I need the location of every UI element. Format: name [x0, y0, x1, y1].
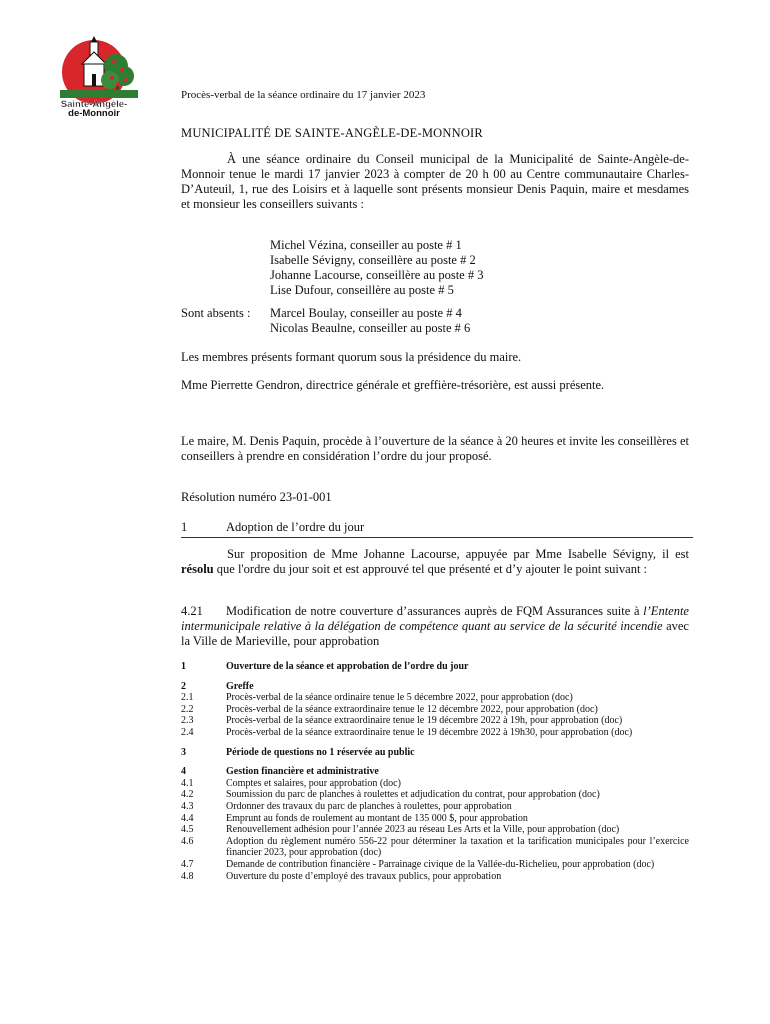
- agenda-item: 4.4 Emprunt au fonds de roulement au montant de 135 000 $, pour approbation: [181, 812, 528, 824]
- present-member: Johanne Lacourse, conseillère au poste # 3: [270, 268, 484, 282]
- absent-member: Marcel Boulay, conseiller au poste # 4: [270, 306, 462, 320]
- page-header: Procès-verbal de la séance ordinaire du 17 janvier 2023: [181, 89, 426, 101]
- dg-statement: Mme Pierrette Gendron, directrice générale et greffière-trésorière, est aussi présente.: [181, 378, 605, 392]
- added-point-italic: l’Entente intermunicipale relative à la délégation de compétence quant au service de la sécurité incendie: [181, 604, 689, 633]
- added-point: [181, 604, 689, 649]
- absent-label: Sont absents :: [181, 306, 251, 320]
- agenda-item: 2.1 Procès-verbal de la séance ordinaire tenue le 5 décembre 2022, pour approbation (doc): [181, 692, 573, 704]
- agenda-item: 4.1 Comptes et salaires, pour approbation (doc): [181, 777, 401, 789]
- agenda-item: 4.7 Demande de contribution financière - Parrainage civique de la Vallée-du-Richelieu, pour approbation (doc): [181, 858, 655, 870]
- logo-line2: de-Monnoir: [68, 108, 120, 118]
- agenda-item: 2 Greffe: [181, 680, 254, 692]
- agenda-item: 4.5 Renouvellement adhésion pour l’année 2023 au réseau Les Arts et la Ville, pour approbation (doc): [181, 824, 620, 836]
- agenda-item: 4 Gestion financière et administrative: [181, 766, 379, 778]
- quorum-statement: Les membres présents formant quorum sous la présidence du maire.: [181, 350, 522, 364]
- agenda-item: 3 Période de questions no 1 réservée au public: [181, 746, 415, 758]
- added-point-text-b: avec la Ville de Marieville, pour approbation: [181, 619, 689, 648]
- resolution-item-title: Adoption de l’ordre du jour: [226, 520, 365, 534]
- agenda-item: 4.3 Ordonner des travaux du parc de planches à roulettes, pour approbation: [181, 800, 512, 812]
- present-member: Isabelle Sévigny, conseillère au poste # 2: [270, 253, 476, 267]
- present-list: [270, 238, 483, 298]
- absent-list: [270, 306, 470, 336]
- absent-member: Nicolas Beaulne, conseiller au poste # 6: [270, 321, 471, 335]
- added-point-number: 4.21: [181, 604, 203, 618]
- agenda-item: 4.6 Adoption du règlement numéro 556-22 pour déterminer la taxation et la tarification municipales pour l’exercice financier 2023, pour approbation (doc): [181, 835, 689, 859]
- agenda-item: 1 Ouverture de la séance et approbation de l’ordre du jour: [181, 661, 469, 672]
- intro-paragraph: À une séance ordinaire du Conseil municipal de la Municipalité de Sainte-Angèle-de-Monnoir tenue le mardi 17 janvier 2023 à compter de 20 h 00 au Centre communautaire Charles-D’Auteuil, 1, rue des Loisirs et à laquelle sont présents monsieur Denis Paquin, maire et mesdames et monsieur les conseillers suivants :: [181, 152, 689, 211]
- added-point-text-a: Modification de notre couverture d’assurances auprès de FQM Assurances suite à: [226, 604, 644, 618]
- resolution-item-number: 1: [181, 520, 188, 534]
- agenda-item: 2.4 Procès-verbal de la séance extraordinaire tenue le 19 décembre 2022 à 19h30, pour approbation (doc): [181, 726, 633, 738]
- opening-statement: Le maire, M. Denis Paquin, procède à l’ouverture de la séance à 20 heures et invite les conseillères et conseillers à prendre en considération l’ordre du jour proposé.: [181, 434, 689, 463]
- document-title: MUNICIPALITÉ DE SAINTE-ANGÈLE-DE-MONNOIR: [181, 126, 483, 140]
- agenda-item: 4.2 Soumission du parc de planches à roulettes et adjudication du contrat, pour approbation (doc): [181, 789, 600, 801]
- agenda-item: 2.3 Procès-verbal de la séance extraordinaire tenue le 19 décembre 2022 à 19h, pour approbation (doc): [181, 715, 623, 727]
- municipality-logo: [54, 34, 152, 118]
- resolution-text-b: que l'ordre du jour soit et est approuvé tel que présenté et d’y ajouter le point suivant :: [213, 562, 648, 576]
- resolution-number: Résolution numéro 23-01-001: [181, 490, 332, 504]
- agenda-item: 4.8 Ouverture du poste d’employé des travaux publics, pour approbation: [181, 870, 502, 882]
- resolution-resolu: résolu: [181, 562, 214, 576]
- resolution-text: [181, 547, 689, 577]
- present-member: Michel Vézina, conseiller au poste # 1: [270, 238, 462, 252]
- agenda-list: [181, 661, 689, 882]
- agenda-item: 2.2 Procès-verbal de la séance extraordinaire tenue le 12 décembre 2022, pour approbation (doc): [181, 703, 598, 715]
- resolution-text-a: Sur proposition de Mme Johanne Lacourse, appuyée par Mme Isabelle Sévigny, il est: [227, 547, 689, 561]
- logo-line1: Sainte-Angèle-: [60, 99, 128, 110]
- present-member: Lise Dufour, conseillère au poste # 5: [270, 283, 454, 297]
- resolution-heading: [181, 520, 693, 538]
